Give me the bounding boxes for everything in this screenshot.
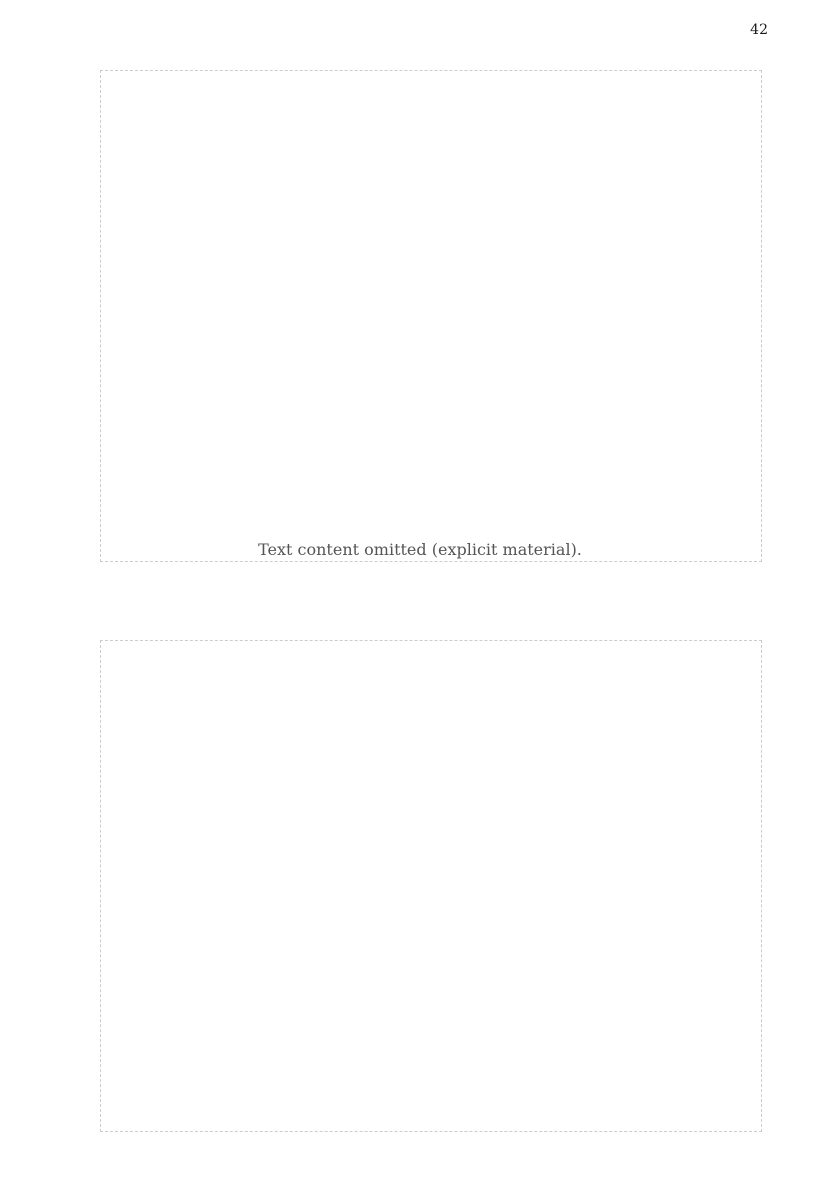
text-block-bottom bbox=[100, 640, 762, 1132]
text-block-top bbox=[100, 70, 762, 562]
content-notice: Text content omitted (explicit material). bbox=[258, 540, 582, 559]
page-number: 42 bbox=[750, 22, 768, 38]
